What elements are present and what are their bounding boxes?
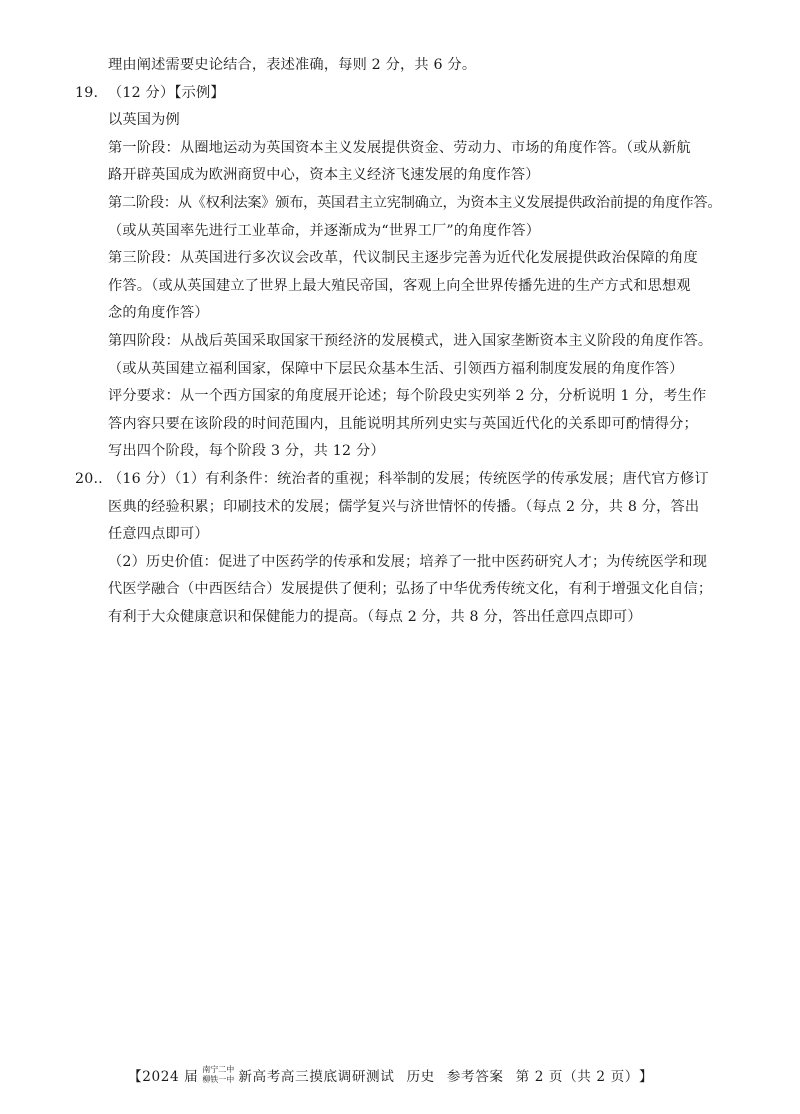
footer-open-bracket: 【2024 届 [128, 1069, 199, 1085]
q20-line: 医典的经验积累；印刷技术的发展；儒学复兴与济世情怀的传播。（每点 2 分，共 8 分，答出 [108, 498, 700, 515]
answer-content [75, 52, 735, 631]
q19-line: 第三阶段：从英国进行多次议会改革，代议制民主逐步完善为近代化发展提供政治保障的角度 [108, 250, 698, 267]
q20-first-line: （16 分）（1）有利条件：统治者的重视；科举制的发展；传统医学的传承发展；唐代官方修订 [108, 470, 709, 487]
footer-exam-name: 新高考高三摸底调研测试 [238, 1069, 395, 1085]
footer-school-1: 南宁二中 [202, 1065, 235, 1074]
q19-line: 路开辟英国成为欧洲商贸中心，资本主义经济飞速发展的角度作答） [108, 167, 540, 184]
footer-doc-type: 参考答案 [446, 1069, 504, 1085]
footer-subject: 历史 [406, 1069, 435, 1085]
q19-line: 第四阶段：从战后英国采取国家干预经济的发展模式，进入国家垄断资本主义阶段的角度作答。 [108, 332, 713, 349]
q20-header-line [75, 466, 735, 494]
q19-header: （12 分）【示例】 [108, 84, 225, 101]
q20-line: （2）历史价值：促进了中医药学的传承和发展；培养了一批中医药研究人才；为传统医学和现 [108, 553, 708, 570]
q20-line: 代医学融合（中西医结合）发展提供了便利；弘扬了中华优秀传统文化，有利于增强文化自信； [108, 581, 713, 598]
q19-line: 答内容只要在该阶段的时间范围内，且能说明其所列史实与英国近代化的关系即可酌情得分； [108, 415, 698, 432]
q20-number: 20.. [75, 470, 103, 487]
q19-line: 念的角度作答） [108, 305, 209, 322]
q19-line: 评分要求：从一个西方国家的角度展开论述；每个阶段史实列举 2 分，分析说明 1 分，考生作 [108, 388, 707, 405]
footer-school-2: 柳铁一中 [202, 1075, 235, 1084]
q19-line: （或从英国率先进行工业革命，并逐渐成为“世界工厂”的角度作答） [108, 222, 541, 239]
q20-line: 任意四点即可） [108, 526, 209, 543]
q19-line: 第二阶段：从《权利法案》颁布，英国君主立宪制确立，为资本主义发展提供政治前提的角度作答。 [108, 194, 722, 211]
q18-tail-line: 理由阐述需要史论结合，表述准确，每则 2 分，共 6 分。 [108, 57, 477, 73]
q19-line: 写出四个阶段，每个阶段 3 分，共 12 分） [108, 443, 385, 460]
footer-page-info: 第 2 页（共 2 页） [515, 1069, 639, 1085]
q19-line: 第一阶段：从圈地运动为英国资本主义发展提供资金、劳动力、市场的角度作答。（或从新航 [108, 139, 691, 156]
footer-close-bracket: 】 [638, 1069, 654, 1085]
footer-schools [202, 1065, 234, 1085]
q19-line: （或从英国建立福利国家，保障中下层民众基本生活、引领西方福利制度发展的角度作答） [108, 360, 684, 377]
q20-line: 有利于大众健康意识和保健能力的提高。（每点 2 分，共 8 分，答出任意四点即可） [108, 608, 642, 625]
q19-header-line [75, 80, 735, 108]
page-footer [128, 1058, 653, 1092]
q19-line: 以英国为例 [108, 112, 180, 129]
q19-line: 作答。（或从英国建立了世界上最大殖民帝国，客观上向全世界传播先进的生产方式和思想观 [108, 277, 691, 294]
q19-number: 19. [75, 84, 99, 101]
